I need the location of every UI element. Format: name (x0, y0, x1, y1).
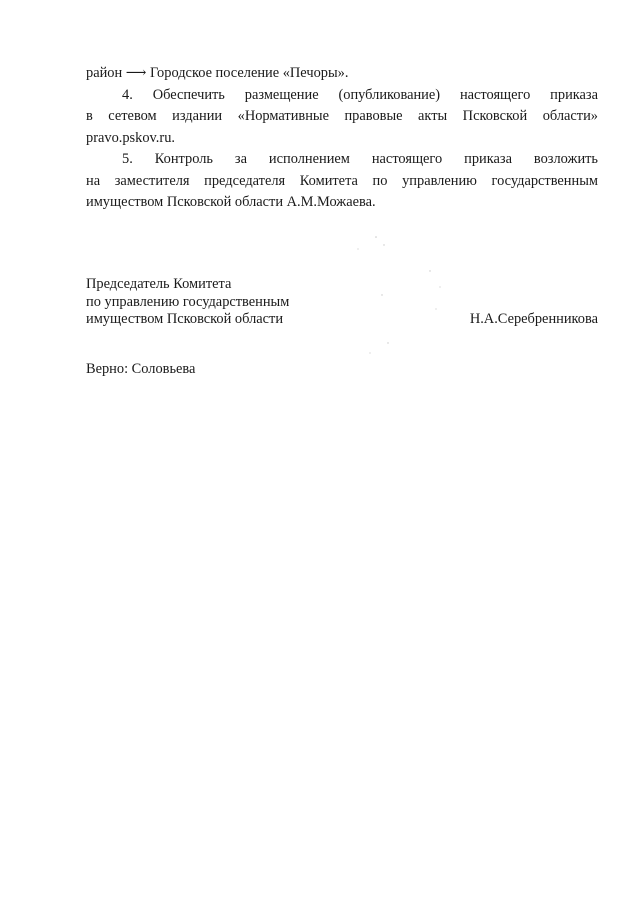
signer-position-line-1: Председатель Комитета (86, 276, 232, 292)
signer-position-line-2: по управлению государственным (86, 293, 290, 310)
item-5-line-3: имуществом Псковской области А.М.Можаева. (86, 194, 376, 210)
paragraph-tail: район ⟶ Городское поселение «Печоры». (86, 65, 349, 81)
item-4-line-1: 4. Обеспечить размещение (опубликование) настоящего приказа (122, 86, 598, 103)
signer-position-line-3: имуществом Псковской области (86, 311, 284, 327)
item-5-line-1: 5. Контроль за исполнением настоящего приказа возложить (122, 151, 598, 167)
item-5-line-2: на заместителя председателя Комитета по управлению государственным (86, 172, 598, 189)
certification-note: Верно: Соловьева (86, 361, 196, 377)
signer-name: Н.А.Серебренникова (469, 311, 598, 327)
signature-block (86, 276, 598, 329)
item-4-line-3: pravo.pskov.ru. (86, 129, 175, 146)
item-4-line-2: в сетевом издании «Нормативные правовые акты Псковской области» (86, 108, 598, 124)
document-body (86, 63, 598, 214)
